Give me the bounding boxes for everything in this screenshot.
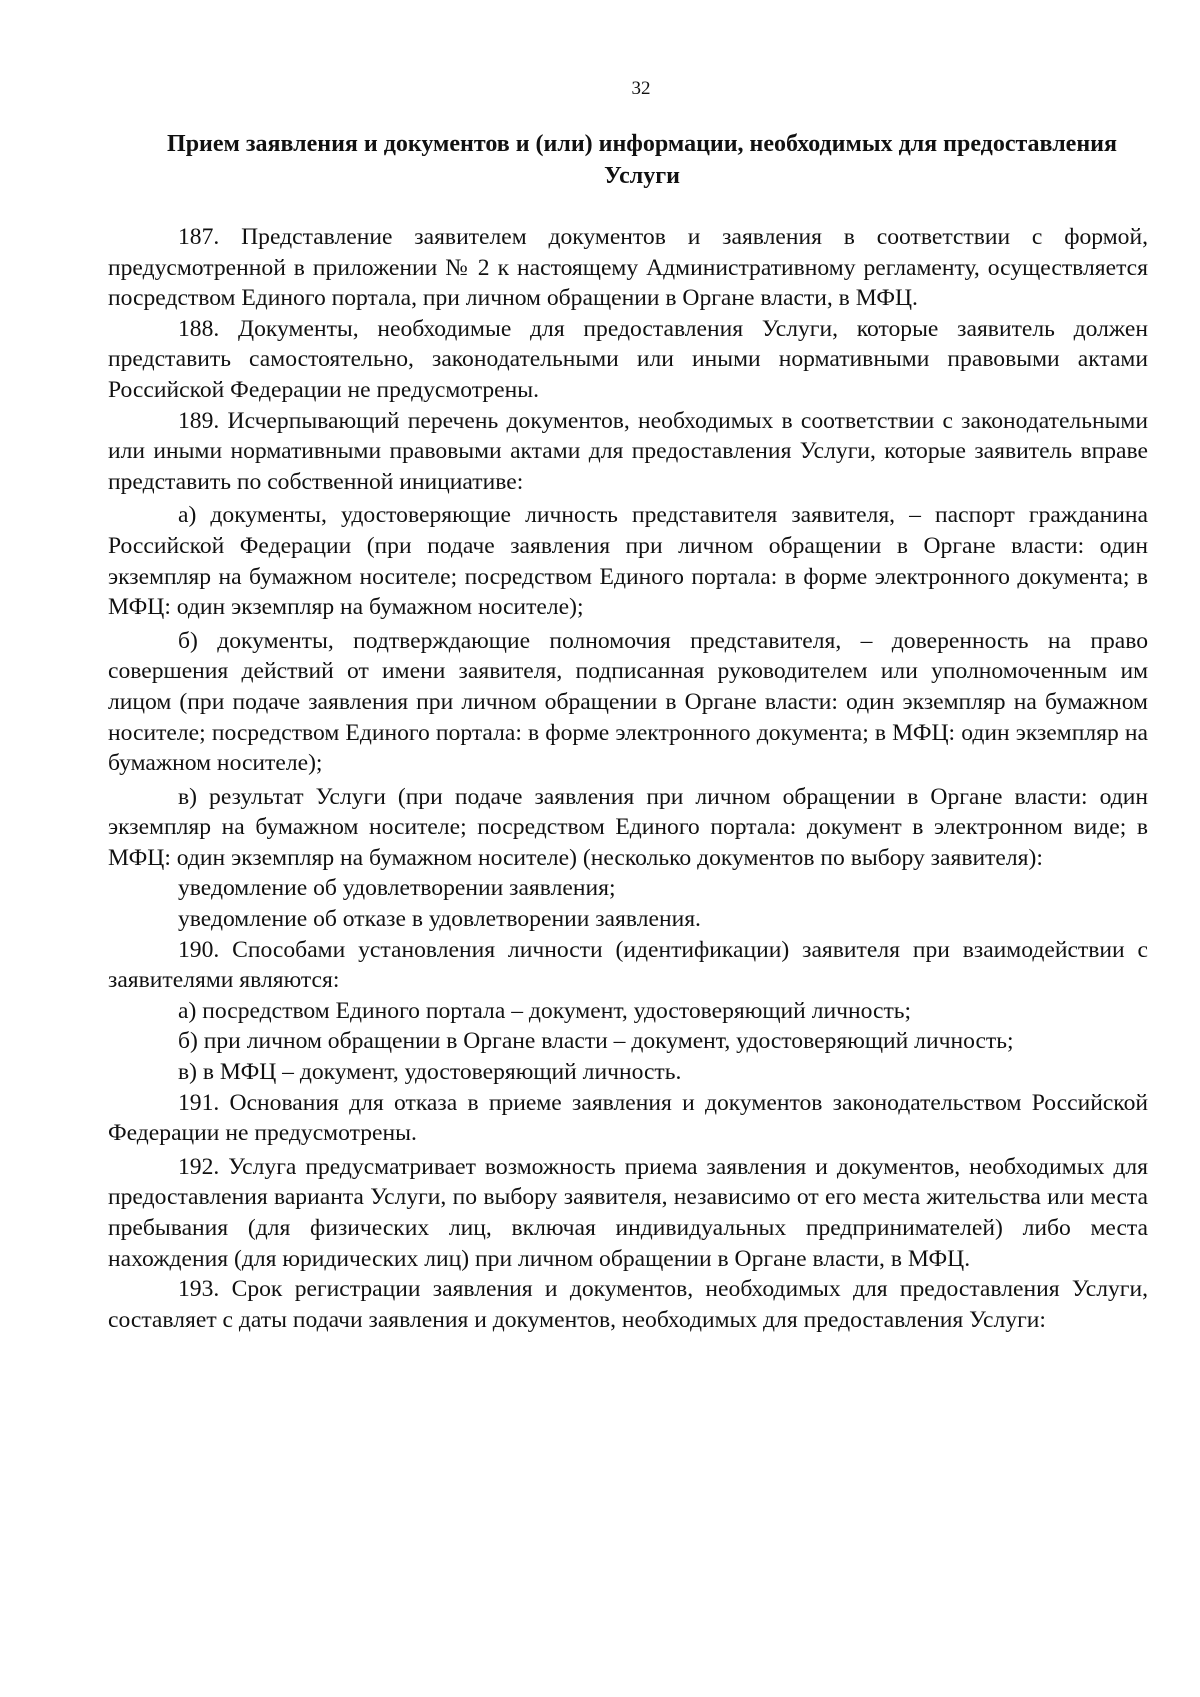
paragraph-190: 190. Способами установления личности (идентификации) заявителя при взаимодействии с заявителями являются:	[108, 936, 1148, 994]
paragraph-191: 191. Основания для отказа в приеме заявления и документов законодательством Российской Федерации не предусмотрены.	[108, 1089, 1148, 1147]
list-item-189-a: а) документы, удостоверяющие личность представителя заявителя, – паспорт гражданина Российской Федерации (при подаче заявления при личном обращении в Органе власти: один экземпляр на бумажном носителе; посредством Единого портала: в форме электронного документа; в МФЦ: один экземпляр на бумажном носителе);	[108, 502, 1148, 621]
list-item-190-b: б) при личном обращении в Органе власти – документ, удостоверяющий личность;	[178, 1028, 1014, 1055]
paragraph-188: 188. Документы, необходимые для предоставления Услуги, которые заявитель должен представить самостоятельно, законодательными или иными нормативными правовыми актами Российской Федерации не предусмотрены.	[108, 315, 1148, 403]
list-item-189-b: б) документы, подтверждающие полномочия представителя, – доверенность на право совершения действий от имени заявителя, подписанная руководителем или уполномоченным им лицом (при подаче заявления при личном обращении в Органе власти: один экземпляр на бумажном носителе; посредством Единого портала: в форме электронного документа; в МФЦ: один экземпляр на бумажном носителе);	[108, 627, 1148, 777]
list-item-190-a: а) посредством Единого портала – документ, удостоверяющий личность;	[178, 997, 912, 1024]
list-item-190-c: в) в МФЦ – документ, удостоверяющий личность.	[178, 1059, 682, 1086]
paragraph-187: 187. Представление заявителем документов и заявления в соответствии с формой, предусмотренной в приложении № 2 к настоящему Административному регламенту, осуществляется посредством Единого портала, при личном обращении в Органе власти, в МФЦ.	[108, 224, 1148, 312]
list-item-189-c: в) результат Услуги (при подаче заявления при личном обращении в Органе власти: один экземпляр на бумажном носителе; посредством Единого портала: документ в электронном виде; в МФЦ: один экземпляр на бумажном носителе) (несколько документов по выбору заявителя):	[108, 783, 1148, 871]
result-option-refusal: уведомление об отказе в удовлетворении заявления.	[178, 906, 701, 933]
paragraph-193: 193. Срок регистрации заявления и документов, необходимых для предоставления Услуги, составляет с даты подачи заявления и документов, необходимых для предоставления Услуги:	[108, 1276, 1148, 1333]
page-number: 32	[631, 78, 651, 99]
paragraph-189: 189. Исчерпывающий перечень документов, необходимых в соответствии с законодательными или иными нормативными правовыми актами для предоставления Услуги, которые заявитель вправе представить по собственной инициативе:	[108, 407, 1148, 495]
section-title: Прием заявления и документов и (или) информации, необходимых для предоставления Услуги	[167, 131, 1117, 189]
result-option-approval: уведомление об удовлетворении заявления;	[178, 875, 616, 902]
paragraph-192: 192. Услуга предусматривает возможность приема заявления и документов, необходимых для предоставления варианта Услуги, по выбору заявителя, независимо от его места жительства или места пребывания (для физических лиц, включая индивидуальных предпринимателей) либо места нахождения (для юридических лиц) при личном обращении в Органе власти, в МФЦ.	[108, 1153, 1148, 1272]
document-body	[108, 222, 1148, 1335]
